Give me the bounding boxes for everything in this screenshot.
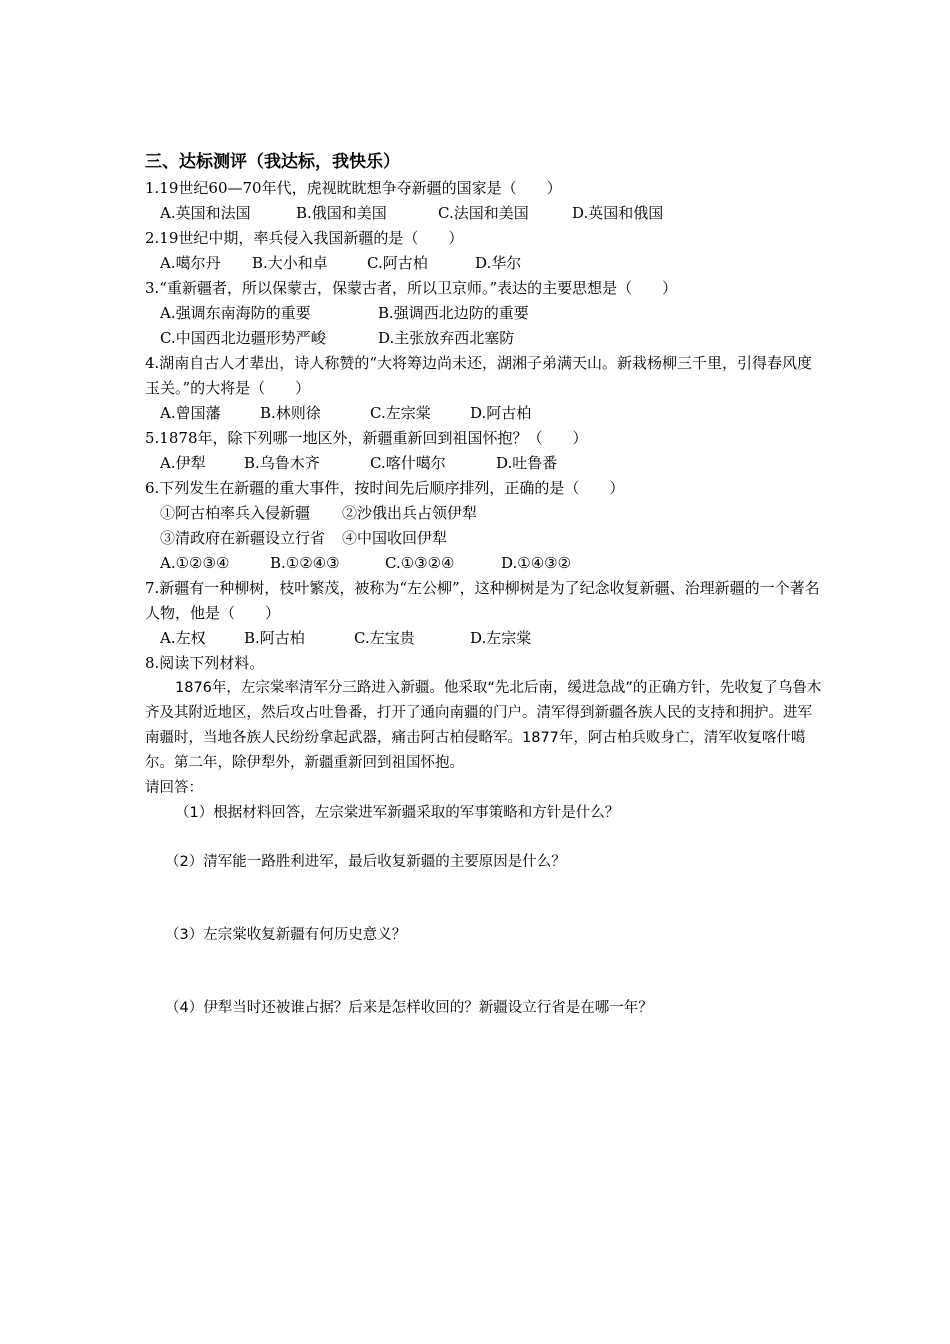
question-4-options [145,401,825,426]
q3-option-b: B.强调西北边防的重要 [378,304,529,322]
question-3-options-row2 [145,326,825,351]
sub-question-2: （2）清军能一路胜利进军，最后收复新疆的主要原因是什么？ [165,854,566,870]
sub-question-4: （4）伊犁当时还被谁占据？后来是怎样收回的？新疆设立行省是在哪一年？ [165,1000,653,1016]
q3-option-c: C.中国西北边疆形势严峻 [160,329,326,347]
question-6-options [145,551,825,576]
q4-option-a: A.曾国藩 [160,404,221,422]
q2-option-d: D.华尔 [475,254,522,272]
q7-option-c: C.左宝贵 [354,629,415,647]
question-1-stem: 1.19世纪60—70年代，虎视眈眈想争夺新疆的国家是（ ） [145,179,562,197]
question-3-stem: 3.“重新疆者，所以保蒙古，保蒙古者，所以卫京师。”表达的主要思想是（ ） [145,279,678,297]
question-7-stem: 7.新疆有一种柳树，枝叶繁茂，被称为“左公柳”，这种柳树是为了纪念收复新疆、治理新疆的一个著名人物，他是（ ） [145,579,820,622]
q1-option-a: A.英国和法国 [160,204,251,222]
question-7-options [145,626,825,651]
q5-option-d: D.吐鲁番 [496,454,558,472]
q7-option-a: A.左权 [160,629,206,647]
question-4-stem: 4.湖南自古人才辈出，诗人称赞的“大将筹边尚未还，湖湘子弟满天山。新栽杨柳三千里，引得春风度玉关。”的大将是（ ） [145,354,812,397]
q5-option-b: B.乌鲁木齐 [244,454,320,472]
question-6-stem: 6.下列发生在新疆的重大事件，按时间先后顺序排列，正确的是（ ） [145,479,625,497]
q3-option-a: A.强调东南海防的重要 [160,304,311,322]
q5-option-c: C.喀什噶尔 [370,454,446,472]
q7-option-b: B.阿古柏 [244,629,305,647]
q6-event-1: ①阿古柏率兵入侵新疆 [160,504,311,522]
question-6-events-row2 [145,526,825,551]
q7-option-d: D.左宗棠 [470,629,532,647]
question-2-stem: 2.19世纪中期，率兵侵入我国新疆的是（ ） [145,229,464,247]
sub-question-1: （1）根据材料回答，左宗棠进军新疆采取的军事策略和方针是什么？ [175,805,620,821]
q6-event-3: ③清政府在新疆设立行省 [160,529,326,547]
question-1-options [145,201,825,226]
question-8-stem: 8.阅读下列材料。 [145,654,265,672]
q2-option-c: C.阿古柏 [367,254,428,272]
worksheet-page [145,150,825,1021]
q6-option-c: C.①③②④ [385,554,455,572]
q5-option-a: A.伊犁 [160,454,206,472]
question-2-options [145,251,825,276]
q4-option-b: B.林则徐 [260,404,321,422]
answer-prompt: 请回答： [145,780,203,796]
q6-option-d: D.①④③② [501,554,572,572]
sub-question-3: （3）左宗棠收复新疆有何历史意义？ [165,927,407,943]
q3-option-d: D.主张放弃西北塞防 [378,329,515,347]
q6-option-b: B.①②④③ [270,554,340,572]
q1-option-b: B.俄国和美国 [296,204,387,222]
q4-option-c: C.左宗棠 [370,404,431,422]
q1-option-c: C.法国和美国 [438,204,529,222]
q1-option-d: D.英国和俄国 [572,204,664,222]
q6-event-2: ②沙俄出兵占领伊犁 [342,504,478,522]
question-5-options [145,451,825,476]
question-3-options-row1 [145,301,825,326]
question-6-events-row1 [145,501,825,526]
question-5-stem: 5.1878年，除下列哪一地区外，新疆重新回到祖国怀抱？（ ） [145,429,588,447]
q6-option-a: A.①②③④ [160,554,230,572]
q6-event-4: ④中国收回伊犁 [342,529,448,547]
section-title: 三、达标测评（我达标，我快乐） [145,152,400,172]
q2-option-b: B.大小和卓 [252,254,328,272]
q2-option-a: A.噶尔丹 [160,254,221,272]
reading-material: 1876年，左宗棠率清军分三路进入新疆。他采取“先北后南，缓进急战”的正确方针，先收复了乌鲁木齐及其附近地区，然后攻占吐鲁番，打开了通向南疆的门户。清军得到新疆各族人民的支持和拥护。进军南疆时，当地各族人民纷纷拿起武器，痛击阿古柏侵略军。1877年，阿古柏兵败身亡，清军收复喀什噶尔。第二年，除伊犁外，新疆重新回到祖国怀抱。 [145,680,822,771]
q4-option-d: D.阿古柏 [470,404,532,422]
